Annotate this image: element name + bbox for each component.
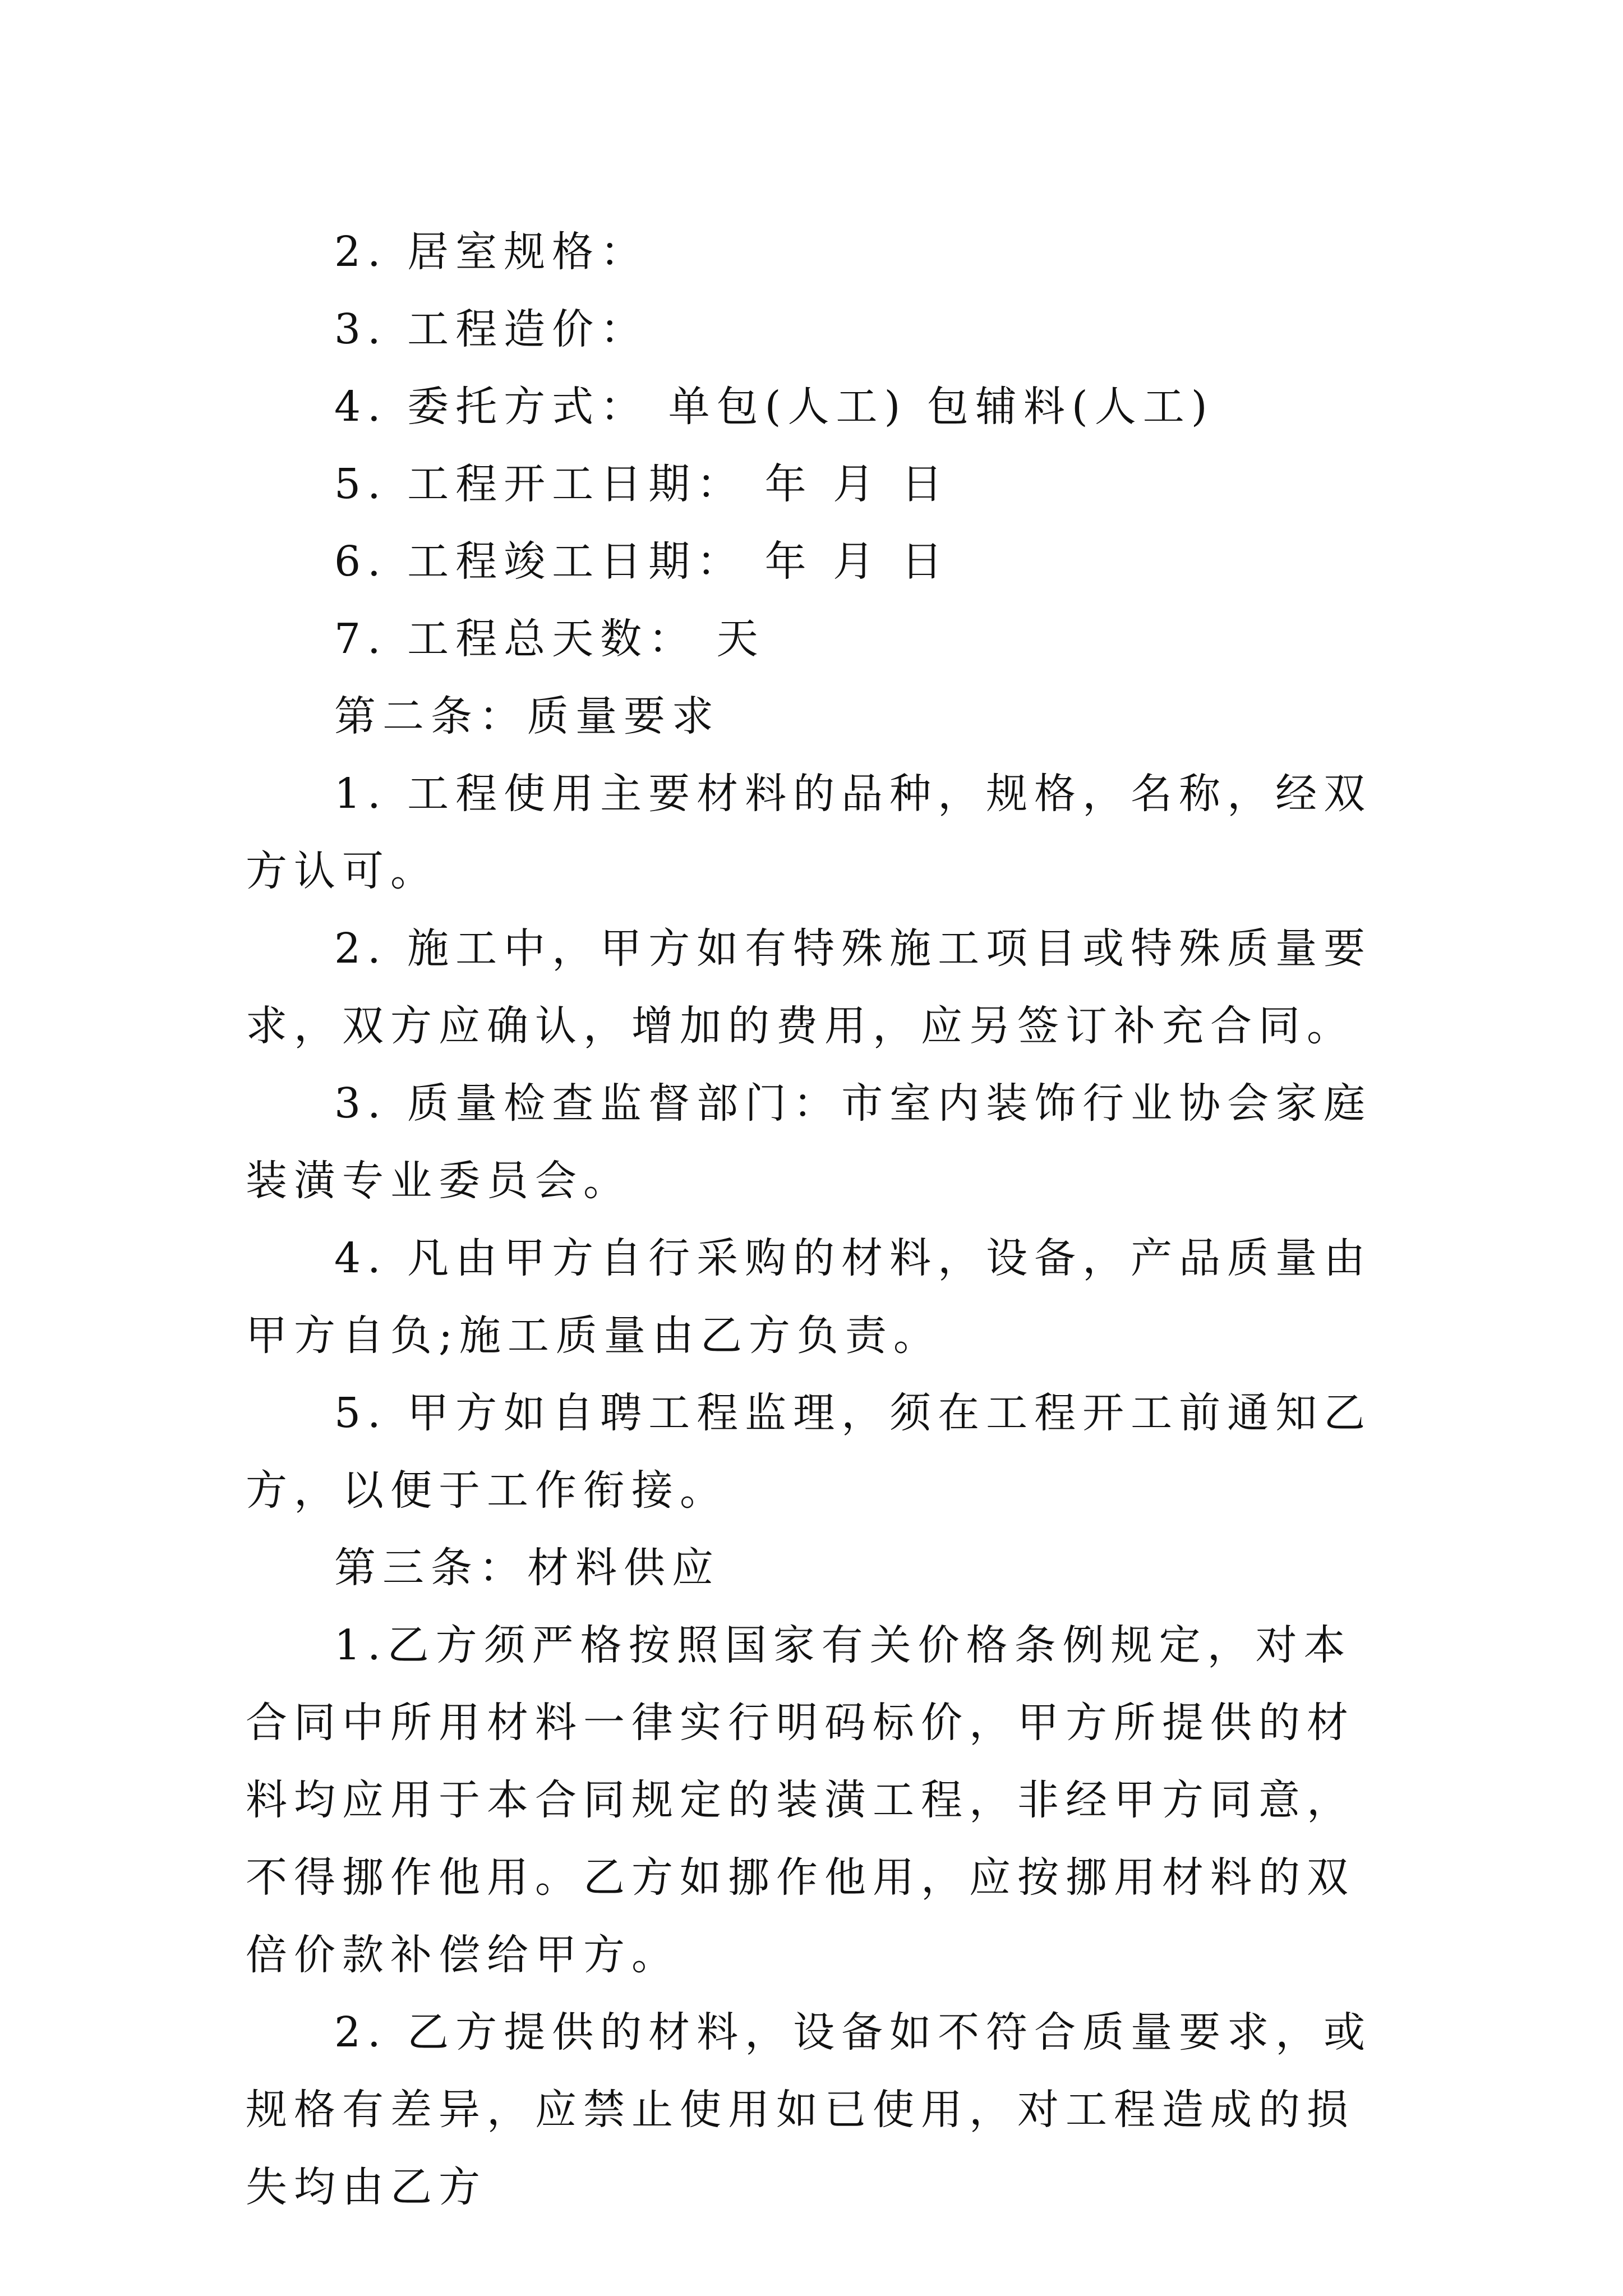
section-heading-quality: 第二条：质量要求	[334, 692, 720, 740]
item-completion-date: 6. 工程竣工日期： 年 月 日	[334, 537, 949, 586]
quality-clause-1: 1. 工程使用主要材料的品种，规格，名称，经双方认可。	[246, 770, 1372, 895]
item-project-cost: 3. 工程造价：	[334, 305, 649, 353]
item-start-date: 5. 工程开工日期： 年 月 日	[334, 460, 949, 508]
contract-text	[246, 213, 1378, 2226]
materials-clause-1: 1.乙方须严格按照国家有关价格条例规定，对本合同中所用材料一律实行明码标价，甲方所提供的材料均应用于本合同规定的装潢工程，非经甲方同意，不得挪作他用。乙方如挪作他用，应按挪用材料的双倍价款补偿给甲方。	[246, 1621, 1355, 1979]
materials-clause-2: 2. 乙方提供的材料，设备如不符合质量要求，或规格有差异，应禁止使用如已使用，对工程造成的损失均由乙方	[246, 2008, 1372, 2211]
quality-clause-5: 5. 甲方如自聘工程监理，须在工程开工前通知乙方，以便于工作衔接。	[246, 1389, 1372, 1515]
item-room-spec: 2. 居室规格：	[334, 228, 649, 276]
section-heading-materials: 第三条：材料供应	[334, 1544, 720, 1592]
item-commission-method: 4. 委托方式： 单包(人工) 包辅料(人工)	[334, 383, 1214, 431]
quality-clause-3: 3. 质量检查监督部门：市室内装饰行业协会家庭装潢专业委员会。	[246, 1079, 1372, 1205]
quality-clause-2: 2. 施工中，甲方如有特殊施工项目或特殊质量要求，双方应确认，增加的费用，应另签订补充合同。	[246, 924, 1372, 1050]
quality-clause-4: 4. 凡由甲方自行采购的材料，设备，产品质量由甲方自负;施工质量由乙方负责。	[246, 1234, 1372, 1360]
item-total-days: 7. 工程总天数： 天	[334, 615, 765, 663]
